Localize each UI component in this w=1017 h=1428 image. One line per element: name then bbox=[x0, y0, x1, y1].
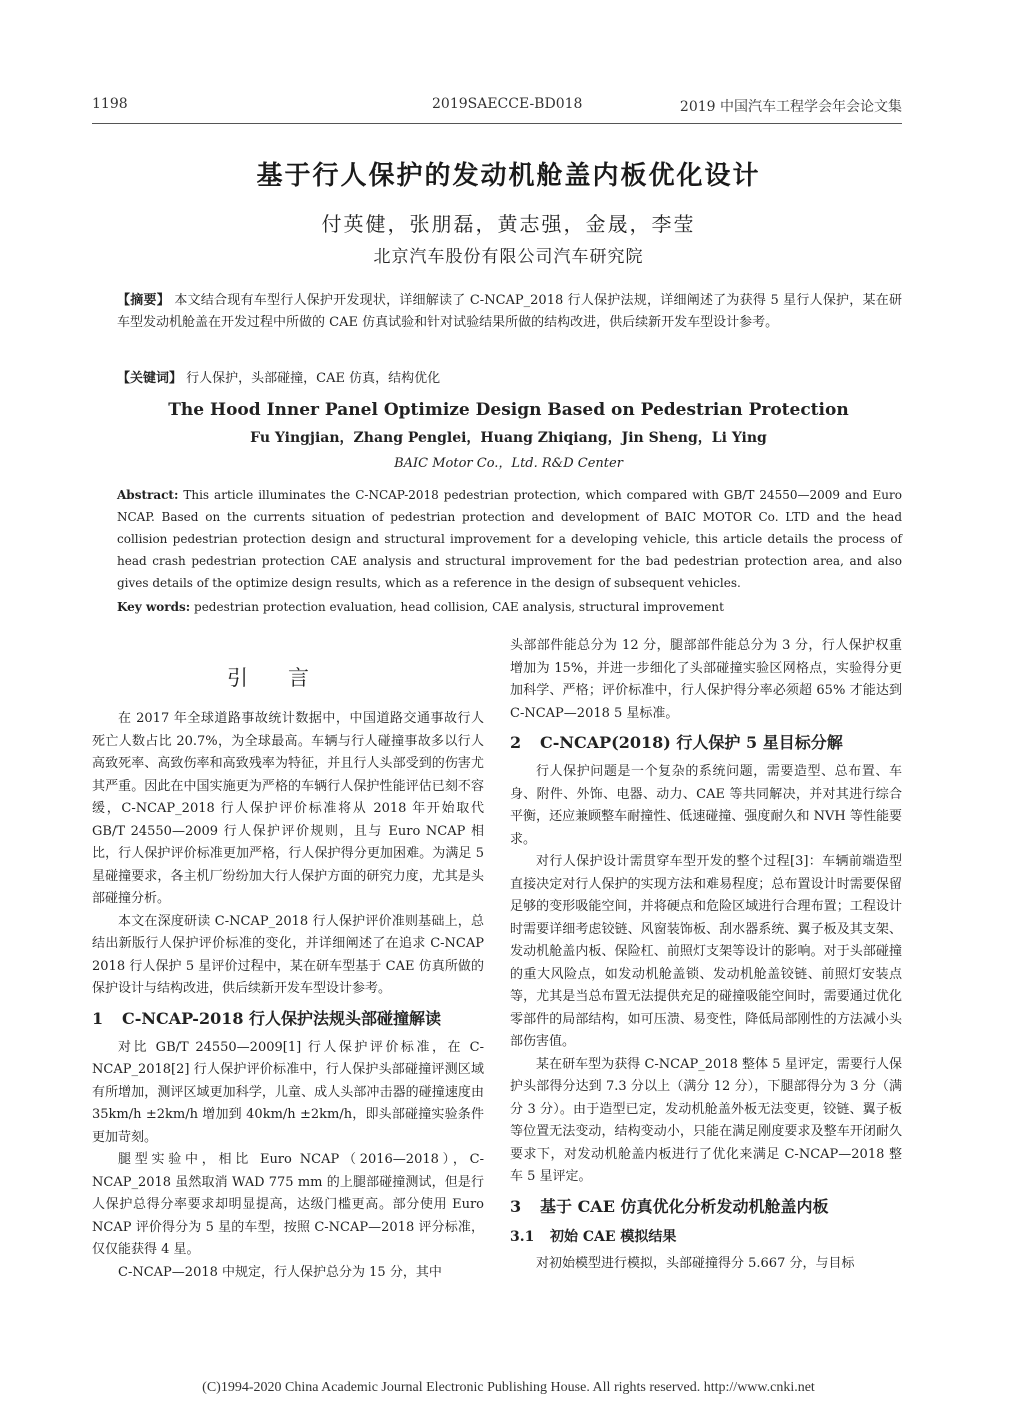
section-1-paragraph-2: 腿型实验中，相比 Euro NCAP（2016—2018），C-NCAP_2018 虽然取消 WAD 775 mm 的上腿部碰撞测试，但是行人保护总得分率要求却明显提高，达级门槛更高。部分使用 Euro NCAP 评价得分为 5 星的车型，按照 C-NCAP—2018 评分标准，仅仅能获得 4 星。 bbox=[92, 1152, 484, 1257]
affiliation-cn: 北京汽车股份有限公司汽车研究院 bbox=[373, 247, 644, 267]
copyright-footer: (C)1994-2020 China Academic Journal Electronic Publishing House. All rights reserved. http://www.cnki.net bbox=[202, 1380, 815, 1395]
section-3-number: 3 bbox=[510, 1196, 522, 1216]
section-2-paragraph-3: 某在研车型为获得 C-NCAP_2018 整体 5 星评定，需要行人保护头部得分达到 7.3 分以上（满分 12 分），下腿部得分为 3 分（满分 3 分）。由于造型已定，发动机舱盖外板无法变更，铰链、翼子板等位置无法变动，结构变动小，只能在满足刚度要求及整车开闭耐久要求下，对发动机舱盖内板进行了优化来满足 C-NCAP—2018 整车 5 星评定。 bbox=[510, 1056, 902, 1184]
abstract-en-text: This article illuminates the C-NCAP-2018 pedestrian protection, which compared with GB/T 24550—2009 and Euro NCAP. Based on the currents situation of pedestrian protection and development of BAIC MOTOR Co. LTD and the head collision pedestrian protection design and structural improvement for a developing vehicle, this article details the process of head crash pedestrian protection CAE analysis and structural improvement for the bad pedestrian protection area, and also gives details of the optimize design results, which as a reference in the design of subsequent vehicles. bbox=[117, 488, 902, 590]
section-1-heading bbox=[92, 1007, 484, 1031]
abstract-cn-text: 本文结合现有车型行人保护开发现状，详细解读了 C-NCAP_2018 行人保护法规，详细阐述了为获得 5 星行人保护，某在研车型发动机舱盖在开发过程中所做的 CAE 仿真试验和针对试验结果所做的结构改进，供后续新开发车型设计参考。 bbox=[117, 293, 902, 330]
section-2-title: C-NCAP(2018) 行人保护 5 星目标分解 bbox=[540, 733, 843, 752]
keywords-cn-label: 【关键词】 bbox=[117, 371, 183, 386]
section-3-1-number: 3.1 bbox=[510, 1228, 535, 1245]
keywords-en-label: Key words: bbox=[117, 600, 191, 614]
abstract-en-label: Abstract: bbox=[117, 488, 179, 502]
intro-paragraph-2: 本文在深度研读 C-NCAP_2018 行人保护评价准则基础上，总结出新版行人保护评价标准的变化，并详细阐述了在追求 C-NCAP 2018 行人保护 5 星评价过程中，某在研车型基于 CAE 仿真所做的保护设计与结构改进，供后续新开发车型设计参考。 bbox=[92, 913, 484, 996]
section-2-number: 2 bbox=[510, 733, 522, 752]
page-number: 1198 bbox=[92, 96, 128, 112]
authors-cn: 付英健，张朋磊，黄志强，金晟，李莹 bbox=[321, 212, 696, 236]
title-cn: 基于行人保护的发动机舱盖内板优化设计 bbox=[256, 161, 761, 191]
title-en: The Hood Inner Panel Optimize Design Based on Pedestrian Protection bbox=[168, 400, 849, 420]
section-2-paragraph-2: 对行人保护设计需贯穿车型开发的整个过程[3]：车辆前端造型直接决定对行人保护的实现方法和难易程度；总布置设计时需要保留足够的变形吸能空间，并将硬点和危险区域进行合理布置；工程设计时需要详细考虑铰链、风窗装饰板、刮水器系统、翼子板及其支架、发动机舱盖内板、保险杠、前照灯支架等设计的影响。对于头部碰撞的重大风险点，如发动机舱盖锁、发动机舱盖铰链、前照灯安装点等，尤其是当总布置无法提供充足的碰撞吸能空间时，需要通过优化零部件的局部结构，如可压溃、易变性，降低局部刚性的方法减小头部伤害值。 bbox=[510, 854, 902, 1049]
abstract-en bbox=[117, 484, 902, 594]
paper-code: 2019SAECCE-BD018 bbox=[432, 96, 583, 112]
section-1-paragraph-3: C-NCAP—2018 中规定，行人保护总分为 15 分，其中 bbox=[118, 1264, 442, 1280]
keywords-cn bbox=[117, 368, 902, 390]
keywords-en-text: pedestrian protection evaluation, head collision, CAE analysis, structural improvement bbox=[194, 600, 724, 614]
section-2-heading bbox=[510, 731, 902, 755]
keywords-en bbox=[117, 596, 902, 618]
affiliation-en: BAIC Motor Co.，Ltd. R&D Center bbox=[394, 456, 623, 471]
intro-heading: 引言 bbox=[227, 666, 349, 690]
section-1-title: C-NCAP-2018 行人保护法规头部碰撞解读 bbox=[122, 1008, 442, 1028]
section-3-heading bbox=[510, 1195, 902, 1219]
section-2-paragraph-1: 行人保护问题是一个复杂的系统问题，需要造型、总布置、车身、附件、外饰、电器、动力、CAE 等共同解决，并对其进行综合平衡，还应兼顾整车耐撞性、低速碰撞、强度耐久和 NVH 等性能要求。 bbox=[510, 764, 902, 847]
keywords-cn-text: 行人保护，头部碰撞，CAE 仿真，结构优化 bbox=[186, 371, 441, 386]
section-3-1-heading bbox=[510, 1225, 902, 1249]
section-3-title: 基于 CAE 仿真优化分析发动机舱盖内板 bbox=[540, 1196, 829, 1216]
running-header bbox=[92, 96, 902, 120]
intro-paragraph-1: 在 2017 年全球道路事故统计数据中，中国道路交通事故行人死亡人数占比 20.7%，为全球最高。车辆与行人碰撞事故多以行人高致死率、高致伤率和高致残率为特征，并且行人头部受到的伤害尤其严重。因此在中国实施更为严格的车辆行人保护性能评估已刻不容缓，C-NCAP_2018 行人保护评价标准将从 2018 年开始取代 GB/T 24550—2009 行人保护评价规则，且与 Euro NCAP 相比，行人保护评价标准更加严格，行人保护得分更加困难。为满足 5 星碰撞要求，各主机厂纷纷加大行人保护方面的研究力度，尤其是头部碰撞分析。 bbox=[92, 711, 484, 906]
authors-en: Fu Yingjian，Zhang Penglei，Huang Zhiqiang，Jin Sheng，Li Ying bbox=[250, 430, 767, 446]
section-1-number: 1 bbox=[92, 1008, 104, 1028]
section-1-paragraph-cont: 头部部件能总分为 12 分，腿部部件能总分为 3 分，行人保护权重增加为 15%，并进一步细化了头部碰撞实验区网格点，实验得分更加科学、严格；评价标准中，行人保护得分率必须超 65% 才能达到 C-NCAP—2018 5 星标准。 bbox=[510, 638, 902, 721]
abstract-cn-label: 【摘要】 bbox=[117, 293, 170, 308]
right-column bbox=[510, 635, 902, 1275]
section-1-paragraph-1: 对比 GB/T 24550—2009[1] 行人保护评价标准，在 C-NCAP_2018[2] 行人保护评价标准中，行人保护头部碰撞评测区域有所增加，测评区域更加科学，儿童、成人头部冲击器的碰撞速度由 35km/h ±2km/h 增加到 40km/h ±2km/h，即头部碰撞实验条件更加苛刻。 bbox=[92, 1039, 484, 1145]
header-rule bbox=[92, 123, 902, 124]
proceedings-title: 2019 中国汽车工程学会年会论文集 bbox=[679, 99, 902, 115]
section-3-1-title: 初始 CAE 模拟结果 bbox=[550, 1228, 677, 1245]
left-column bbox=[92, 708, 484, 1284]
section-3-1-paragraph-1: 对初始模型进行模拟，头部碰撞得分 5.667 分，与目标 bbox=[536, 1255, 855, 1271]
abstract-cn bbox=[117, 290, 902, 334]
